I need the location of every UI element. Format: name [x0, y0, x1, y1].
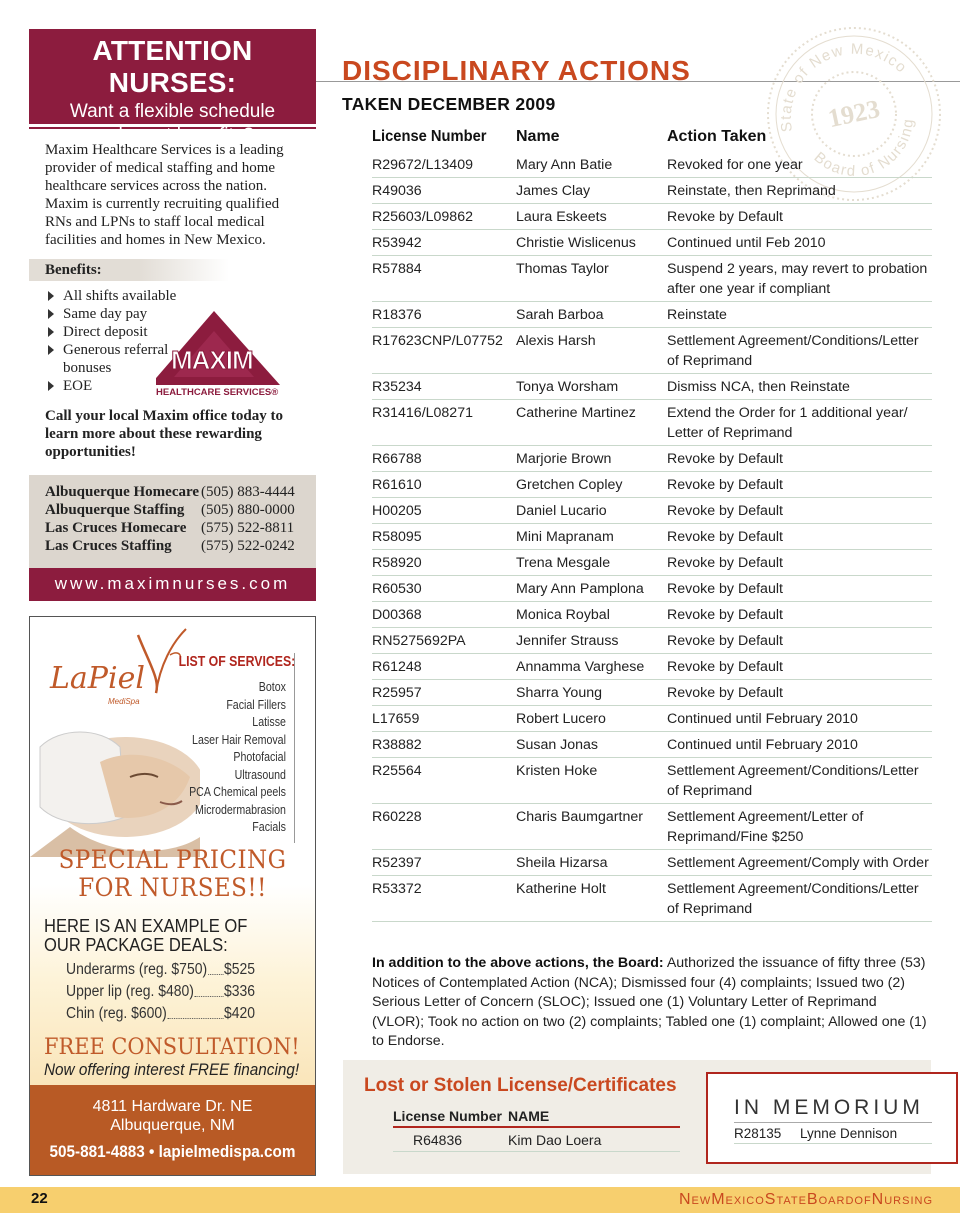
service-item: Facial Fillers — [226, 697, 286, 712]
table-row — [372, 472, 932, 498]
cell-license: R53942 — [372, 235, 422, 251]
table-row — [372, 152, 932, 178]
office-row: Las Cruces Homecare (575) 522-8811 — [45, 520, 295, 536]
cell-license: R58095 — [372, 529, 422, 545]
service-item: Microdermabrasion — [195, 802, 286, 817]
cell-license: R61248 — [372, 659, 422, 675]
bullet-triangle-icon — [48, 345, 54, 355]
table-row: R64836 Kim Dao Loera — [393, 1128, 680, 1152]
cell-name: Charis Baumgartner — [516, 809, 643, 825]
free-consultation: FREE CONSULTATION! — [44, 1035, 300, 1060]
cell-action: Settlement Agreement/Conditions/Letter of Reprimand — [667, 763, 919, 799]
cell-action: Revoke by Default — [667, 607, 783, 623]
deal-row: Chin (reg. $600) $420 — [66, 1005, 255, 1022]
maxim-logo-sub: HEALTHCARE SERVICES® — [156, 387, 279, 398]
cell-name: Robert Lucero — [516, 711, 606, 727]
cell-license: R31416/L08271 — [372, 405, 473, 421]
cell-action: Reinstate, then Reprimand — [667, 183, 836, 199]
cell-name: Marjorie Brown — [516, 451, 612, 467]
cell-license: R17623CNP/L07752 — [372, 333, 503, 349]
cell-name: Trena Mesgale — [516, 555, 611, 571]
maxim-header — [29, 29, 316, 146]
cell-license: L17659 — [372, 711, 420, 727]
office-row: Albuquerque Homecare (505) 883-4444 — [45, 484, 295, 500]
office-row: Las Cruces Staffing (575) 522-0242 — [45, 538, 295, 554]
table-row — [372, 230, 932, 256]
lost-table-header: License Number NAME — [393, 1108, 680, 1128]
cell-action: Revoked for one year — [667, 157, 803, 173]
cell-action: Revoke by Default — [667, 503, 783, 519]
table-row — [372, 628, 932, 654]
table-row — [372, 524, 932, 550]
bullet-triangle-icon — [48, 309, 54, 319]
benefit-item: Generous referral — [45, 341, 300, 359]
cell-license: R29672/L13409 — [372, 157, 473, 173]
board-summary — [372, 954, 930, 1052]
memoriam-row: R28135 Lynne Dennison — [734, 1126, 898, 1141]
special-pricing: SPECIAL PRICING FOR NURSES!! — [58, 845, 287, 902]
cell-action: Revoke by Default — [667, 581, 783, 597]
table-row — [372, 550, 932, 576]
table-row — [372, 178, 932, 204]
cell-license: R66788 — [372, 451, 422, 467]
cell-license: R49036 — [372, 183, 422, 199]
lapiel-logo: LaPiel — [50, 661, 145, 696]
services-list — [189, 679, 286, 837]
maxim-url-link[interactable]: www.maximnurses.com — [29, 568, 316, 601]
benefits-title: Benefits: — [29, 259, 229, 281]
benefits-block — [45, 287, 300, 399]
cell-name: Annamma Varghese — [516, 659, 645, 675]
table-row — [372, 256, 932, 302]
lapiel-ad — [29, 616, 316, 1176]
cell-name: Sarah Barboa — [516, 307, 604, 323]
table-row — [372, 706, 932, 732]
footer-brand: NewMexicoStateBoardofNursing — [678, 1191, 933, 1208]
table-row — [372, 204, 932, 230]
cell-action: Continued until February 2010 — [667, 737, 858, 753]
services-divider — [294, 653, 295, 843]
page-title: DISCIPLINARY ACTIONS — [342, 55, 691, 86]
cell-license: R53372 — [372, 881, 422, 897]
cell-name: Catherine Martinez — [516, 405, 636, 421]
bullet-triangle-icon — [48, 291, 54, 301]
financing-note: Now offering interest FREE financing! — [44, 1060, 300, 1079]
spa-client-image — [30, 707, 200, 857]
cell-name: Susan Jonas — [516, 737, 599, 753]
cell-license: R25957 — [372, 685, 422, 701]
cell-license: R35234 — [372, 379, 422, 395]
cell-action: Suspend 2 years, may revert to probation after one year if compliant — [667, 261, 928, 297]
maxim-cta: Call your local Maxim office today to learn more about these rewarding opportunities! — [45, 408, 284, 460]
table-row — [372, 654, 932, 680]
maxim-body — [29, 127, 316, 461]
table-row — [372, 758, 932, 804]
column-header-license: License Number — [372, 128, 487, 145]
cell-license: R57884 — [372, 261, 422, 277]
benefit-item: EOE — [45, 377, 300, 395]
service-item: Latisse — [252, 715, 286, 729]
service-item: Botox — [258, 680, 286, 694]
cell-action: Revoke by Default — [667, 209, 783, 225]
lost-stolen-title: Lost or Stolen License/Certificates — [364, 1075, 677, 1096]
in-memoriam-box — [706, 1072, 958, 1164]
maxim-logo-word: MAXIM — [171, 345, 253, 375]
cell-name: Christie Wislicenus — [516, 235, 636, 251]
summary-lead: In addition to the above actions, the Board: — [372, 955, 664, 971]
cell-action: Extend the Order for 1 additional year/ Letter of Reprimand — [667, 405, 908, 441]
cell-license: R25603/L09862 — [372, 209, 473, 225]
table-row — [372, 446, 932, 472]
service-item: Laser Hair Removal — [192, 732, 286, 747]
benefit-item-continued: bonuses — [63, 360, 112, 376]
services-title: LIST OF SERVICES: — [178, 653, 295, 670]
cell-action: Settlement Agreement/Comply with Order — [667, 855, 929, 871]
lapiel-contact-footer — [30, 1085, 315, 1175]
page-footer — [0, 1187, 960, 1213]
cell-name: Thomas Taylor — [516, 261, 609, 277]
cell-action: Revoke by Default — [667, 477, 783, 493]
lapiel-contact-link[interactable]: 505-881-4883 • lapielmedispa.com — [49, 1142, 296, 1161]
table-row — [372, 498, 932, 524]
cell-license: R18376 — [372, 307, 422, 323]
table-body — [372, 152, 932, 922]
deal-row: Upper lip (reg. $480) $336 — [66, 983, 255, 1000]
maxim-subheadline-1: Want a flexible schedule — [69, 101, 276, 122]
lapiel-logo-sub: MediSpa — [108, 697, 140, 706]
cell-license: D00368 — [372, 607, 422, 623]
cell-license: R61610 — [372, 477, 422, 493]
deal-row: Underarms (reg. $750) $525 — [66, 961, 255, 978]
table-row — [372, 400, 932, 446]
cell-license: R38882 — [372, 737, 422, 753]
maxim-headline: ATTENTION NURSES: — [92, 35, 253, 98]
service-item: Facials — [252, 820, 286, 834]
lost-stolen-table — [393, 1108, 680, 1152]
cell-action: Revoke by Default — [667, 529, 783, 545]
divider — [734, 1122, 932, 1123]
table-row — [372, 374, 932, 400]
cell-name: Tonya Worsham — [516, 379, 619, 395]
bullet-triangle-icon — [48, 381, 54, 391]
lapiel-address-1: 4811 Hardware Dr. NE — [92, 1098, 253, 1115]
table-row — [372, 602, 932, 628]
cell-action: Continued until February 2010 — [667, 711, 858, 727]
cell-action: Revoke by Default — [667, 659, 783, 675]
cell-name: Kristen Hoke — [516, 763, 598, 779]
cell-name: Monica Roybal — [516, 607, 610, 623]
maxim-offices — [29, 475, 316, 568]
divider — [734, 1143, 932, 1144]
cell-name: Katherine Holt — [516, 881, 606, 897]
service-item: Ultrasound — [234, 767, 286, 782]
cell-action: Reinstate — [667, 307, 727, 323]
cell-action: Continued until Feb 2010 — [667, 235, 826, 251]
cell-name: James Clay — [516, 183, 591, 199]
cell-name: Gretchen Copley — [516, 477, 623, 493]
svg-text:1923: 1923 — [825, 93, 883, 134]
cell-action: Revoke by Default — [667, 555, 783, 571]
cell-name: Mary Ann Pamplona — [516, 581, 644, 597]
memoriam-title: IN MEMORIUM — [734, 1096, 924, 1119]
page-subtitle: TAKEN DECEMBER 2009 — [342, 94, 556, 114]
table-row — [372, 804, 932, 850]
maxim-subheadline-2: and great benefits? — [91, 125, 254, 146]
cell-license: R60530 — [372, 581, 422, 597]
column-header-name: Name — [516, 128, 560, 145]
bullet-triangle-icon — [48, 327, 54, 337]
cell-license: R60228 — [372, 809, 422, 825]
svg-text:Board of Nursing: Board of Nursing — [810, 117, 918, 181]
cell-action: Settlement Agreement/Conditions/Letter of Reprimand — [667, 881, 919, 917]
cell-action: Revoke by Default — [667, 685, 783, 701]
table-row — [372, 302, 932, 328]
cell-action: Revoke by Default — [667, 451, 783, 467]
cell-license: R58920 — [372, 555, 422, 571]
cell-license: R25564 — [372, 763, 422, 779]
summary-text: Authorized the issuance of fifty three (53) Notices of Contemplated Action (NCA); Dismissed four (4) complaints; Issued two (2) Serious Letter of Concern (SLOC); Issued one (1) Voluntary Letter of Reprimand (VLOR); Took no action on two (2) complaints; Tabled one (1) complaint; Allowed one (1) to Endorse. — [372, 955, 927, 1049]
benefit-item: Same day pay — [45, 305, 300, 323]
table-header — [372, 128, 932, 152]
maxim-ad — [29, 29, 316, 601]
cell-license: RN5275692PA — [372, 633, 466, 649]
cell-license: R52397 — [372, 855, 422, 871]
cell-name: Sharra Young — [516, 685, 602, 701]
cell-name: Alexis Harsh — [516, 333, 596, 349]
maxim-logo — [156, 309, 286, 399]
service-item: PCA Chemical peels — [189, 785, 286, 799]
cell-action: Revoke by Default — [667, 633, 783, 649]
page-number: 22 — [31, 1190, 48, 1207]
table-row — [372, 732, 932, 758]
table-row — [372, 850, 932, 876]
cell-action: Settlement Agreement/Conditions/Letter of Reprimand — [667, 333, 919, 369]
cell-name: Mini Mapranam — [516, 529, 614, 545]
table-row — [372, 876, 932, 922]
cell-license: H00205 — [372, 503, 422, 519]
disciplinary-actions-table — [372, 128, 932, 922]
maxim-description: Maxim Healthcare Services is a leading provider of medical staffing and home healthcare services across the nation. Maxim is currently recruiting qualified RNs and LPNs to staff local medical facilities and homes in New Mexico. — [45, 142, 284, 248]
service-item: Photofacial — [233, 750, 286, 764]
svg-text:State of New Mexico: State of New Mexico — [777, 40, 911, 133]
cell-name: Daniel Lucario — [516, 503, 607, 519]
table-row — [372, 680, 932, 706]
cell-name: Sheila Hizarsa — [516, 855, 608, 871]
office-row: Albuquerque Staffing (505) 880-0000 — [45, 502, 295, 518]
cell-name: Jennifer Strauss — [516, 633, 619, 649]
cell-name: Mary Ann Batie — [516, 157, 613, 173]
cell-name: Laura Eskeets — [516, 209, 607, 225]
package-deals-heading: HERE IS AN EXAMPLE OF OUR PACKAGE DEALS: — [44, 916, 248, 955]
benefit-item: All shifts available — [45, 287, 300, 305]
package-deals — [66, 959, 255, 1025]
cell-action: Settlement Agreement/Letter of Reprimand/Fine $250 — [667, 809, 864, 845]
column-header-action: Action Taken — [667, 128, 767, 145]
table-row — [372, 576, 932, 602]
table-row — [372, 328, 932, 374]
cell-action: Dismiss NCA, then Reinstate — [667, 379, 850, 395]
lapiel-address-2: Albuquerque, NM — [110, 1117, 235, 1134]
benefit-item: Direct deposit — [45, 323, 300, 341]
